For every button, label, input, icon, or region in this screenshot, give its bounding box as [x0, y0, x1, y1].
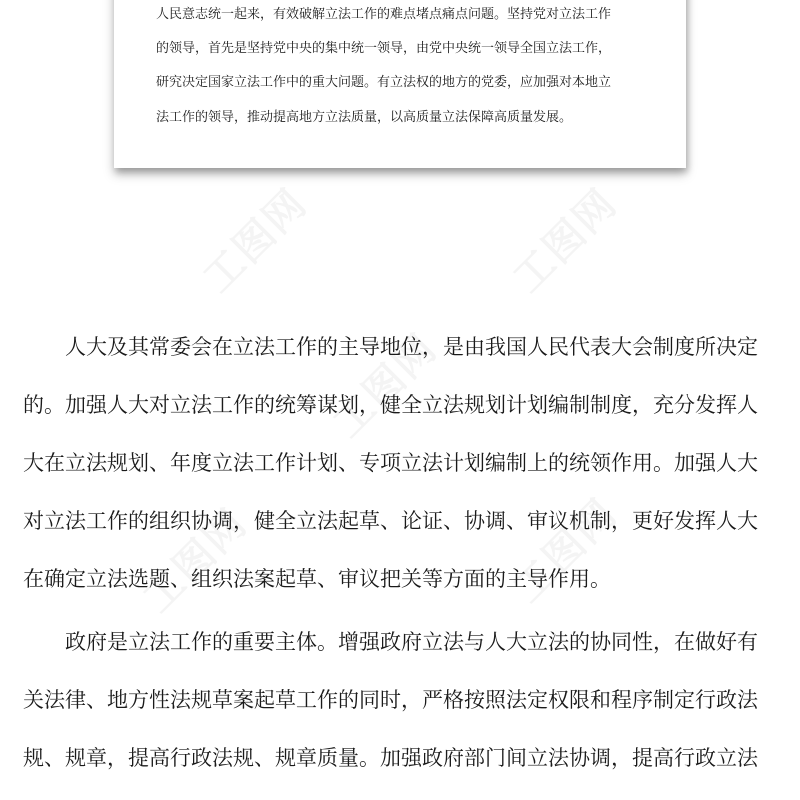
quote-card-text: [156, 0, 656, 135]
paragraph-line: 规、规章，提高行政法规、规章质量。加强政府部门间立法协调，提高行政立法: [23, 746, 758, 770]
watermark: [498, 174, 627, 303]
quote-line: 的领导，首先是坚持党中央的集中统一领导，由党中央统一领导全国立法工作，: [156, 41, 612, 57]
paragraph-line: 的。加强人大对立法工作的统筹谋划，健全立法规划计划编制制度，充分发挥人: [23, 393, 758, 417]
paragraph-line: 对立法工作的组织协调，健全立法起草、论证、协调、审议机制，更好发挥人大: [23, 509, 758, 533]
paragraph-line: 大在立法规划、年度立法工作计划、专项立法计划编制上的统领作用。加强人大: [23, 451, 758, 475]
quote-line: 法工作的领导，推动提高地方立法质量，以高质量立法保障高质量发展。: [156, 109, 573, 125]
paragraph-line: 人大及其常委会在立法工作的主导地位，是由我国人民代表大会制度所决定: [23, 335, 758, 359]
paragraph-line: 关法律、地方性法规草案起草工作的同时，严格按照法定权限和程序制定行政法: [23, 688, 758, 712]
watermark: [188, 174, 317, 303]
quote-line: 研究决定国家立法工作中的重大问题。有立法权的地方的党委，应加强对本地立: [156, 75, 612, 91]
paragraph-line: 在确定立法选题、组织法案起草、审议把关等方面的主导作用。: [23, 567, 611, 591]
paragraph-line: 政府是立法工作的重要主体。增强政府立法与人大立法的协同性，在做好有: [23, 630, 758, 654]
quote-line: 人民意志统一起来，有效破解立法工作的难点堵点痛点问题。坚持党对立法工作: [156, 7, 612, 22]
